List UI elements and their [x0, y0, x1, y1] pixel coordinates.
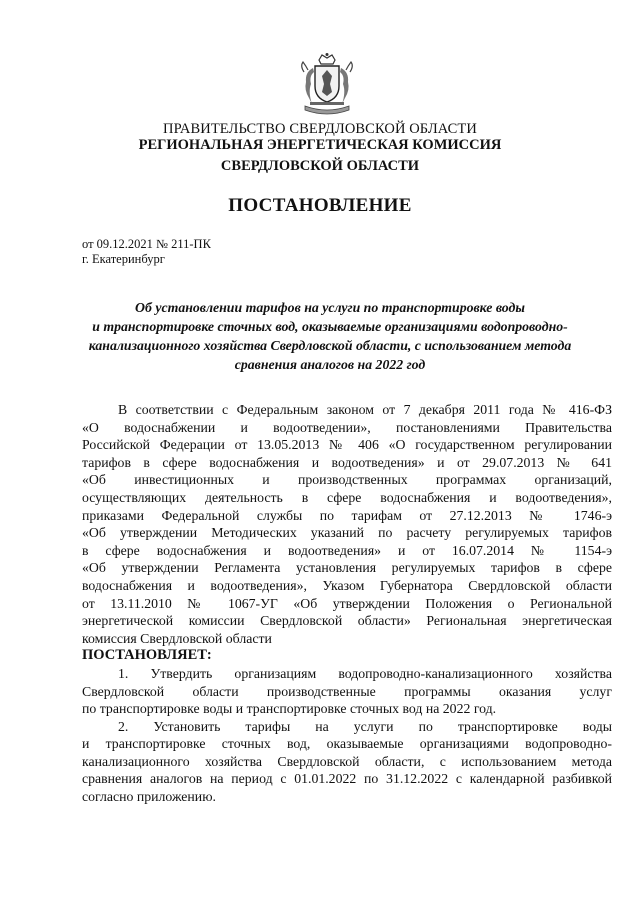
preamble-line: от 13.11.2010 № 1067-УГ «Об утверждении Положения о Региональной: [82, 595, 612, 611]
city: г. Екатеринбург: [82, 252, 165, 266]
subject-line: Об установлении тарифов на услуги по транспортировке воды: [135, 300, 525, 315]
decree-word: ПОСТАНОВЛЯЕТ:: [82, 647, 212, 664]
preamble-line: Российской Федерации от 13.05.2013 № 406 «О государственном регулировании: [82, 437, 612, 453]
government-title: ПРАВИТЕЛЬСТВО СВЕРДЛОВСКОЙ ОБЛАСТИ: [163, 121, 477, 137]
preamble-line: «Об инвестиционных и производственных программах организаций,: [82, 472, 612, 488]
commission-title-line2: СВЕРДЛОВСКОЙ ОБЛАСТИ: [220, 158, 420, 174]
item2-line: и транспортировке сточных вод, оказываемые организациями водопроводно-: [82, 736, 612, 752]
document-subject: [70, 298, 590, 374]
subject-line: канализационного хозяйства Свердловской области, с использованием метода: [88, 338, 572, 353]
preamble-line: В соответствии с Федеральным законом от 7 декабря 2011 года № 416-ФЗ: [118, 402, 612, 417]
preamble-line: комиссия Свердловской области: [82, 630, 272, 646]
preamble-line: «О водоснабжении и водоотведении», постановлениями Правительства: [82, 419, 612, 435]
item1-line: по транспортировке воды и транспортировке сточных вод на 2022 год.: [82, 701, 497, 717]
preamble-line: «Об утверждении Регламента установления регулируемых тарифов в сфере: [82, 560, 612, 576]
document-body: [82, 401, 612, 806]
item2-line: канализационного хозяйства Свердловской области, с использованием метода: [82, 753, 612, 769]
preamble-line: «Об утверждении Методических указаний по расчету регулируемых тарифов: [82, 525, 612, 541]
subject-line: сравнения аналогов на 2022 год: [234, 357, 426, 372]
preamble-line: тарифов в сфере водоснабжения и водоотведения» и от 29.07.2013 № 641: [82, 454, 612, 470]
item2-line: согласно приложению.: [82, 789, 216, 805]
commission-title-line1: РЕГИОНАЛЬНАЯ ЭНЕРГЕТИЧЕСКАЯ КОМИССИЯ: [138, 137, 502, 153]
subject-line: и транспортировке сточных вод, оказываемые организациями водопроводно-: [92, 319, 568, 334]
preamble-line: приказами Федеральной службы по тарифам от 27.12.2013 № 1746-э: [82, 507, 612, 523]
preamble-line: в сфере водоснабжения и водоотведения» и от 16.07.2014 № 1154-э: [82, 542, 612, 558]
coat-of-arms-icon: [296, 52, 358, 116]
date-and-number: от 09.12.2021 № 211-ПК: [82, 237, 211, 251]
item1-line: 1. Утвердить организациям водопроводно-канализационного хозяйства: [118, 665, 612, 681]
item1-line: Свердловской области производственные программы оказания услуг: [82, 683, 612, 699]
item2-line: сравнения аналогов на период с 01.01.2022 по 31.12.2022 с календарной разбивкой: [82, 771, 612, 787]
document-type-title: ПОСТАНОВЛЕНИЕ: [228, 195, 412, 216]
item2-line: 2. Установить тарифы на услуги по транспортировке воды: [118, 718, 612, 734]
preamble-line: осуществляющих деятельность в сфере водоснабжения и водоотведения»,: [82, 489, 612, 505]
preamble-line: водоснабжения и водоотведения», Указом Губернатора Свердловской области: [82, 577, 612, 593]
preamble-line: энергетической комиссии Свердловской области» Региональная энергетическая: [82, 613, 612, 629]
